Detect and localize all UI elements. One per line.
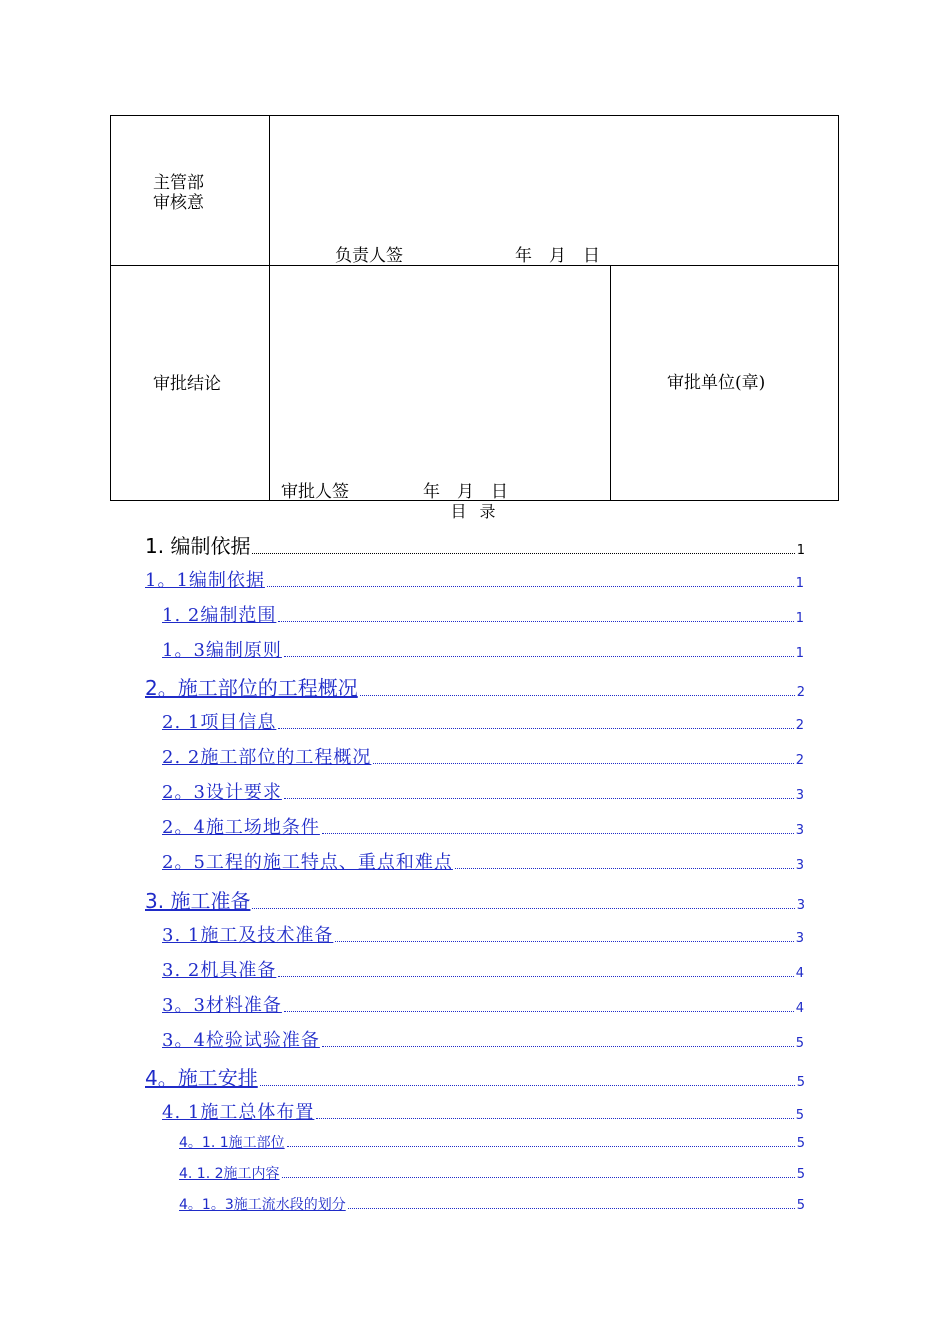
toc-entry[interactable]: 2。4施工场地条件 3	[162, 817, 805, 838]
approval-unit-label: 审批单位(章)	[667, 373, 766, 393]
toc-entry[interactable]: 4。1。3施工流水段的划分 5	[179, 1197, 805, 1213]
toc-entry[interactable]: 4. 1施工总体布置 5	[162, 1102, 805, 1123]
table-column-divider	[269, 116, 270, 500]
dept-date-label: 年 月 日	[515, 246, 600, 266]
table-column-divider	[610, 265, 611, 500]
toc-entry[interactable]: 2。3设计要求 3	[162, 782, 805, 803]
toc-entry[interactable]: 3. 施工准备 3	[145, 889, 805, 913]
toc-entry[interactable]: 4. 1. 2施工内容 5	[179, 1166, 805, 1182]
toc-entry[interactable]: 1。1编制依据 1	[145, 570, 805, 591]
toc-entry[interactable]: 2。施工部位的工程概况 2	[145, 676, 805, 700]
toc-entry[interactable]: 3。4检验试验准备 5	[162, 1030, 805, 1051]
toc-entry[interactable]: 2。5工程的施工特点、重点和难点 3	[162, 852, 805, 873]
table-row-divider	[111, 265, 838, 266]
dept-signature-label: 负责人签	[335, 246, 403, 266]
toc-entry[interactable]: 2. 1项目信息 2	[162, 712, 805, 733]
toc-entry[interactable]: 3. 1施工及技术准备 3	[162, 925, 805, 946]
approval-table	[110, 115, 839, 501]
toc-entry[interactable]: 4。施工安排 5	[145, 1066, 805, 1090]
toc-entry[interactable]: 3。3材料准备 4	[162, 995, 805, 1016]
toc-entry[interactable]: 1. 2编制范围 1	[162, 605, 805, 626]
toc-entry[interactable]: 3. 2机具准备 4	[162, 960, 805, 981]
toc-entry[interactable]: 2. 2施工部位的工程概况 2	[162, 747, 805, 768]
toc-title: 目 录	[450, 502, 500, 521]
dept-review-label: 主管部 审核意	[153, 173, 204, 213]
toc-entry[interactable]: 4。1. 1施工部位 5	[179, 1135, 805, 1151]
toc-entry[interactable]: 1. 编制依据 1	[145, 534, 805, 558]
conclusion-date-label: 年 月 日	[423, 482, 508, 502]
toc-entry[interactable]: 1。3编制原则 1	[162, 640, 805, 661]
conclusion-label: 审批结论	[153, 374, 221, 394]
conclusion-signature-label: 审批人签	[281, 482, 349, 502]
